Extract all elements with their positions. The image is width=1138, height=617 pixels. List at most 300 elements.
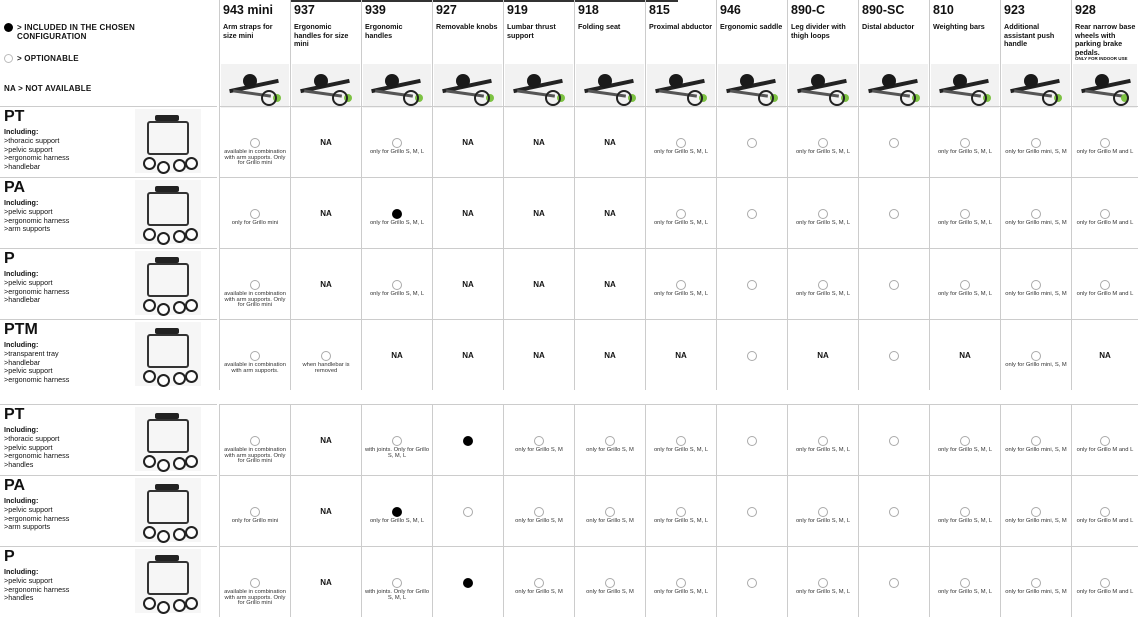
walker-thumbnail [135,251,201,315]
included-item: >pelvic support [4,442,53,452]
accessory-code: 919 [507,3,528,17]
column-header [574,0,645,108]
accessory-name: Leg divider with thigh loops [791,22,846,40]
configuration-name: P [4,250,15,267]
thumbnail-part [157,530,170,543]
availability-cell [290,319,361,390]
availability-cell [503,177,574,248]
accessory-code: 918 [578,3,599,17]
optional-circle-icon [747,209,757,219]
accessory-code: 928 [1075,3,1096,17]
not-available-label: NA [604,209,616,218]
optional-circle-icon [392,578,402,588]
accessory-photo [576,64,644,108]
included-item: >pelvic support [4,278,53,287]
not-available-label: NA [533,209,545,218]
availability-cell [787,475,858,546]
accessory-note: ONLY FOR INDOOR USE [1075,56,1128,61]
availability-cell [929,404,1000,475]
availability-cell [1071,475,1138,546]
photo-part [598,74,612,88]
availability-cell [574,106,645,177]
availability-cell [1071,546,1138,617]
availability-cell [858,546,929,617]
availability-cell [1071,404,1138,475]
optional-circle-icon [747,436,757,446]
thumbnail-part [173,528,186,541]
accessory-photo [647,64,715,108]
availability-note: only for Grillo S, M [515,589,563,595]
configuration-row [0,475,1138,546]
availability-cell [574,177,645,248]
accessory-photo [860,64,928,108]
configuration-info [0,248,217,319]
including-label: Including: [4,127,39,136]
availability-cell [1000,404,1071,475]
availability-cell [574,319,645,390]
availability-note: only for Grillo S, M, L [369,291,425,297]
optional-circle-icon [392,138,402,148]
optional-circle-icon [463,507,473,517]
configuration-info [0,475,217,546]
included-item: >ergonomic harness [4,374,70,384]
accessory-code: 943 mini [223,3,274,17]
accessory-name: Weighting bars [933,22,985,31]
walker-thumbnail [135,549,201,613]
availability-cell [219,546,290,617]
accessory-photo [718,64,786,108]
configuration-info [0,404,217,475]
legend-na-label: NA > NOT AVAILABLE [4,84,92,93]
availability-note: only for Grillo S, M, L [653,291,709,297]
optional-circle-icon [1031,280,1041,290]
availability-note: only for Grillo S, M, L [795,149,851,155]
configuration-name: PA [4,179,26,196]
optional-circle-icon [392,436,402,446]
column-header [645,0,716,108]
availability-note: only for Grillo S, M [586,589,634,595]
accessory-name: Rear narrow base wheels with parking brake pedals. [1075,22,1136,57]
accessory-code: 939 [365,3,386,17]
availability-cell [432,546,503,617]
included-item: >arm supports [4,224,51,233]
optional-circle-icon [747,507,757,517]
availability-note: only for Grillo S, M, L [937,518,993,524]
thumbnail-part [185,228,198,241]
availability-cell [787,106,858,177]
thumbnail-part [185,370,198,383]
availability-note: only for Grillo mini, S, M [1005,589,1067,595]
availability-cell [645,248,716,319]
optional-circle-icon [818,280,828,290]
availability-cell [219,177,290,248]
availability-cell [219,106,290,177]
accessory-photo [1073,64,1137,108]
optional-circle-icon [676,138,686,148]
availability-cell [645,475,716,546]
not-available-label: NA [533,280,545,289]
included-item: >pelvic support [4,144,53,154]
availability-cell [787,404,858,475]
accessory-name: Additional assistant push handle [1004,22,1055,48]
accessory-photo [292,64,360,108]
included-item: >thoracic support [4,434,60,443]
thumbnail-part [185,526,198,539]
accessory-photo [505,64,573,108]
column-header [787,0,858,108]
availability-note: only for Grillo M and L [1076,149,1134,155]
accessory-name: Arm straps for size mini [223,22,273,40]
availability-cell [432,404,503,475]
optional-circle-icon [605,578,615,588]
accessory-name: Ergonomic handles for size mini [294,22,349,48]
not-available-label: NA [604,351,616,360]
photo-part [1042,90,1058,106]
optional-circle-icon [250,578,260,588]
legend-na [4,84,91,93]
including-label: Including: [4,340,39,349]
availability-note: only for Grillo S, M [515,447,563,453]
thumbnail-part [185,455,198,468]
availability-cell [929,475,1000,546]
column-header [290,0,361,108]
included-dot-icon [392,507,402,517]
optional-circle-icon [250,351,260,361]
accessory-code: 890-C [791,3,826,17]
optional-circle-icon [747,280,757,290]
availability-note: only for Grillo S, M [586,518,634,524]
legend-optional-label: > OPTIONABLE [17,54,79,63]
availability-note: with joints. Only for Grillo S, M, L [364,589,430,601]
column-header [432,0,503,108]
included-dot-icon [392,209,402,219]
optional-circle-icon [534,578,544,588]
availability-note: only for Grillo S, M, L [369,149,425,155]
optional-circle-icon [676,578,686,588]
availability-cell [929,319,1000,390]
availability-cell [290,475,361,546]
optional-circle-icon [818,578,828,588]
availability-note: only for Grillo M and L [1076,291,1134,297]
availability-cell [858,319,929,390]
availability-cell [361,475,432,546]
availability-cell [1000,177,1071,248]
optional-circle-icon [1100,138,1110,148]
availability-cell [716,177,787,248]
availability-cell [716,319,787,390]
configuration-row [0,177,1138,248]
availability-cell [1000,248,1071,319]
configuration-row [0,106,1138,177]
availability-cell [432,475,503,546]
optional-circle-icon [960,280,970,290]
walker-thumbnail [135,407,201,471]
included-item: >pelvic support [4,366,53,375]
availability-cell [858,177,929,248]
availability-cell [716,475,787,546]
not-available-label: NA [320,280,332,289]
thumbnail-part [147,121,189,155]
configuration-name: PTM [4,321,38,338]
thumbnail-part [185,299,198,312]
availability-cell [290,404,361,475]
availability-note: only for Grillo S, M, L [795,589,851,595]
included-dot-icon [463,578,473,588]
configuration-row [0,248,1138,319]
thumbnail-part [147,192,189,226]
availability-cell [503,248,574,319]
thumbnail-part [157,374,170,387]
thumbnail-part [173,230,186,243]
availability-note: only for Grillo S, M, L [653,149,709,155]
availability-cell [645,319,716,390]
availability-cell [290,546,361,617]
photo-part [829,90,845,106]
optional-circle-icon [960,138,970,148]
availability-cell [929,177,1000,248]
not-available-label: NA [462,138,474,147]
availability-cell [716,404,787,475]
walker-thumbnail [135,180,201,244]
thumbnail-part [173,301,186,314]
thumbnail-part [147,419,189,453]
optional-circle-icon [889,280,899,290]
included-item: >ergonomic harness [4,153,70,162]
availability-note: available in combination with arm supports. [224,362,286,374]
availability-cell [1071,106,1138,177]
optional-circle-icon [1031,138,1041,148]
photo-part [1095,74,1109,88]
availability-cell [574,546,645,617]
optional-circle-icon [889,209,899,219]
optional-circle-icon [889,436,899,446]
availability-cell [219,248,290,319]
column-header [858,0,929,108]
accessory-photo [221,64,289,108]
availability-cell [858,106,929,177]
optional-circle-icon [676,436,686,446]
column-header [503,0,574,108]
column-header [1000,0,1071,108]
column-header [1071,0,1138,108]
thumbnail-part [173,457,186,470]
availability-cell [716,106,787,177]
photo-part [971,90,987,106]
photo-part [687,90,703,106]
included-item: >handlebar [4,161,41,171]
availability-note: only for Grillo M and L [1076,220,1134,226]
not-available-label: NA [320,436,332,445]
accessory-code: 810 [933,3,954,17]
availability-cell [432,319,503,390]
optional-circle-icon [321,351,331,361]
photo-part [758,90,774,106]
not-available-label: NA [320,578,332,587]
column-header [929,0,1000,108]
availability-note: only for Grillo S, M, L [653,447,709,453]
column-header [219,0,290,108]
optional-circle-icon [250,209,260,219]
availability-note: only for Grillo mini, S, M [1005,291,1067,297]
availability-note: only for Grillo mini [231,518,279,524]
availability-cell [929,248,1000,319]
not-available-label: NA [1099,351,1111,360]
thumbnail-part [147,334,189,368]
not-available-label: NA [462,209,474,218]
accessory-name: Lumbar thrust support [507,22,556,40]
optional-circle-icon [605,436,615,446]
legend-included-label: > INCLUDED IN THE CHOSEN CONFIGURATION [17,23,135,41]
availability-note: only for Grillo S, M, L [795,291,851,297]
thumbnail-part [173,372,186,385]
photo-part [474,90,490,106]
availability-note: only for Grillo S, M, L [795,447,851,453]
including-label: Including: [4,269,39,278]
photo-part [900,90,916,106]
accessory-photo [363,64,431,108]
included-item: >ergonomic harness [4,513,70,523]
accessory-code: 927 [436,3,457,17]
availability-cell [503,106,574,177]
thumbnail-part [143,526,156,539]
photo-part [811,74,825,88]
including-label: Including: [4,567,39,576]
availability-note: available in combination with arm supports. Only for Grillo mini [224,447,286,465]
availability-cell [432,248,503,319]
availability-note: only for Grillo S, M, L [937,447,993,453]
included-dot-icon [463,436,473,446]
not-available-label: NA [320,507,332,516]
included-item: >ergonomic harness [4,286,70,296]
not-available-label: NA [675,351,687,360]
availability-cell [574,475,645,546]
availability-note: only for Grillo mini, S, M [1005,518,1067,524]
configuration-name: PT [4,108,25,125]
thumbnail-part [157,232,170,245]
photo-part [261,90,277,106]
availability-cell [645,546,716,617]
photo-part [243,74,257,88]
optional-circle-icon [1031,436,1041,446]
thumbnail-part [147,490,189,524]
availability-note: only for Grillo mini, S, M [1005,362,1067,368]
availability-note: only for Grillo S, M, L [937,291,993,297]
configuration-row [0,546,1138,617]
availability-cell [503,546,574,617]
availability-cell [929,546,1000,617]
availability-note: with joints. Only for Grillo S, M, L [364,447,430,459]
accessory-code: 946 [720,3,741,17]
accessory-code: 890-SC [862,3,905,17]
included-item: >handlebar [4,295,41,304]
availability-cell [361,404,432,475]
accessory-name: Ergonomic handles [365,22,403,40]
optional-circle-icon [747,351,757,361]
availability-cell [1000,106,1071,177]
availability-note: only for Grillo mini, S, M [1005,220,1067,226]
included-item: >ergonomic harness [4,215,70,225]
availability-cell [716,248,787,319]
availability-cell [503,475,574,546]
availability-note: available in combination with arm supports. Only for Grillo mini [224,589,286,607]
availability-cell [361,248,432,319]
availability-note: only for Grillo mini [231,220,279,226]
availability-cell [858,404,929,475]
walker-thumbnail [135,478,201,542]
optional-circle-icon [1031,507,1041,517]
optional-circle-icon [818,209,828,219]
availability-cell [787,546,858,617]
availability-cell [432,177,503,248]
accessory-photo [434,64,502,108]
photo-part [385,74,399,88]
availability-cell [219,319,290,390]
optional-circle-icon [676,507,686,517]
availability-note: only for Grillo S, M [586,447,634,453]
not-available-label: NA [320,138,332,147]
availability-cell [787,248,858,319]
availability-cell [432,106,503,177]
including-label: Including: [4,198,39,207]
optional-circle-icon [534,436,544,446]
optional-circle-icon [1031,351,1041,361]
configuration-name: PA [4,477,26,494]
optional-circle-icon [747,578,757,588]
availability-cell [787,319,858,390]
configuration-name: PT [4,406,25,423]
availability-cell [361,546,432,617]
photo-part [403,90,419,106]
legend-included [4,23,167,41]
thumbnail-part [143,597,156,610]
availability-cell [290,248,361,319]
availability-note: only for Grillo M and L [1076,447,1134,453]
photo-part [669,74,683,88]
accessory-code: 815 [649,3,670,17]
optional-circle-icon [818,138,828,148]
accessory-name: Distal abductor [862,22,915,31]
optional-circle-icon [818,436,828,446]
availability-cell [1000,546,1071,617]
availability-note: only for Grillo mini, S, M [1005,149,1067,155]
thumbnail-part [143,455,156,468]
photo-part [527,74,541,88]
availability-cell [1071,177,1138,248]
walker-thumbnail [135,322,201,386]
optional-circle-icon [818,507,828,517]
optional-circle-icon [250,138,260,148]
optional-circle-icon [1031,578,1041,588]
accessory-name: Removable knobs [436,22,498,31]
optional-circle-icon [1100,209,1110,219]
availability-cell [858,248,929,319]
availability-note: only for Grillo S, M, L [369,220,425,226]
optional-circle-icon [889,578,899,588]
thumbnail-part [173,159,186,172]
optional-circle-icon [676,280,686,290]
optional-circle-icon [250,280,260,290]
configuration-info [0,177,217,248]
availability-cell [929,106,1000,177]
thumbnail-part [143,370,156,383]
availability-cell [645,404,716,475]
optional-circle-icon [1100,578,1110,588]
availability-cell [1000,475,1071,546]
not-available-label: NA [533,138,545,147]
included-item: >handlebar [4,357,41,367]
optional-circle-icon [960,507,970,517]
availability-cell [645,106,716,177]
